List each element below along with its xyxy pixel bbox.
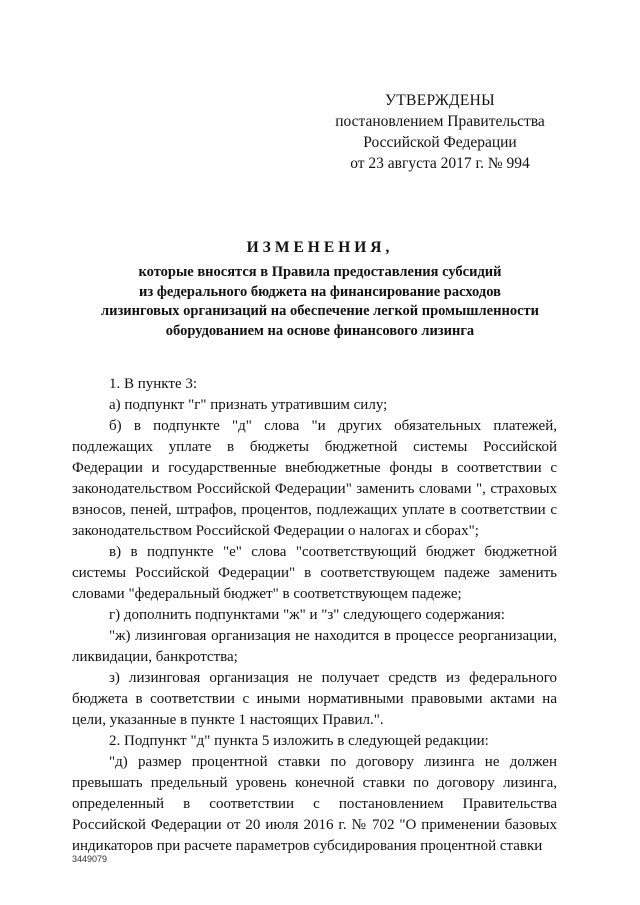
paragraph: б) в подпункте "д" слова "и других обязательных платежей, подлежащих уплате в бюджеты бюджетной системы Российской Федерации и государственные внебюджетные фонды в соответствии с законодательством Российской Федерации" заменить словами ", страховых взносов, пеней, штрафов, процентов, подлежащих уплате в соответствии с законодательством Российской Федерации о налогах и сборах"; xyxy=(72,418,557,539)
paragraph: в) в подпункте "е" слова "соответствующий бюджет бюджетной системы Российской Федерации" в соответствующем падеже заменить словами "федеральный бюджет" в соответствующем падеже; xyxy=(72,544,557,602)
paragraph: 2. Подпункт "д" пункта 5 изложить в следующей редакции: xyxy=(109,733,489,749)
approval-date: от 23 августа 2017 г. № 994 xyxy=(350,155,530,172)
document-body xyxy=(72,374,557,857)
approval-line: Российской Федерации xyxy=(363,134,517,151)
approval-line: постановлением Правительства xyxy=(335,113,545,130)
document-code: 3449079 xyxy=(72,854,108,864)
subtitle-line: из федерального бюджета на финансирование расходов xyxy=(139,283,501,300)
approval-heading: УТВЕРЖДЕНЫ xyxy=(385,92,495,109)
paragraph: г) дополнить подпунктами "ж" и "з" следующего содержания: xyxy=(109,607,505,623)
paragraph: а) подпункт "г" признать утратившим силу; xyxy=(109,397,388,413)
paragraph: з) лизинговая организация не получает средств из федерального бюджета в соответствии с иными нормативными правовыми актами на цели, указанные в пункте 1 настоящих Правил.". xyxy=(72,670,557,728)
paragraph: 1. В пункте 3: xyxy=(109,376,198,392)
subtitle-line: лизинговых организаций на обеспечение легкой промышленности xyxy=(100,303,539,320)
document-title: ИЗМЕНЕНИЯ, xyxy=(246,239,394,256)
paragraph: "д) размер процентной ставки по договору лизинга не должен превышать предельный уровень конечной ставки по договору лизинга, определенный в соответствии с постановлением Правительства Российской Федерации от 20 июля 2016 г. № 702 "О применении базовых индикаторов при расчете параметров субсидирования процентной ставки xyxy=(72,754,557,854)
subtitle-line: оборудованием на основе финансового лизинга xyxy=(165,322,475,339)
document-subtitle xyxy=(60,263,580,341)
approval-stamp xyxy=(330,90,550,174)
subtitle-line: которые вносятся в Правила предоставления субсидий xyxy=(138,264,502,280)
paragraph: "ж) лизинговая организация не находится в процессе реорганизации, ликвидации, банкротства; xyxy=(72,628,557,665)
